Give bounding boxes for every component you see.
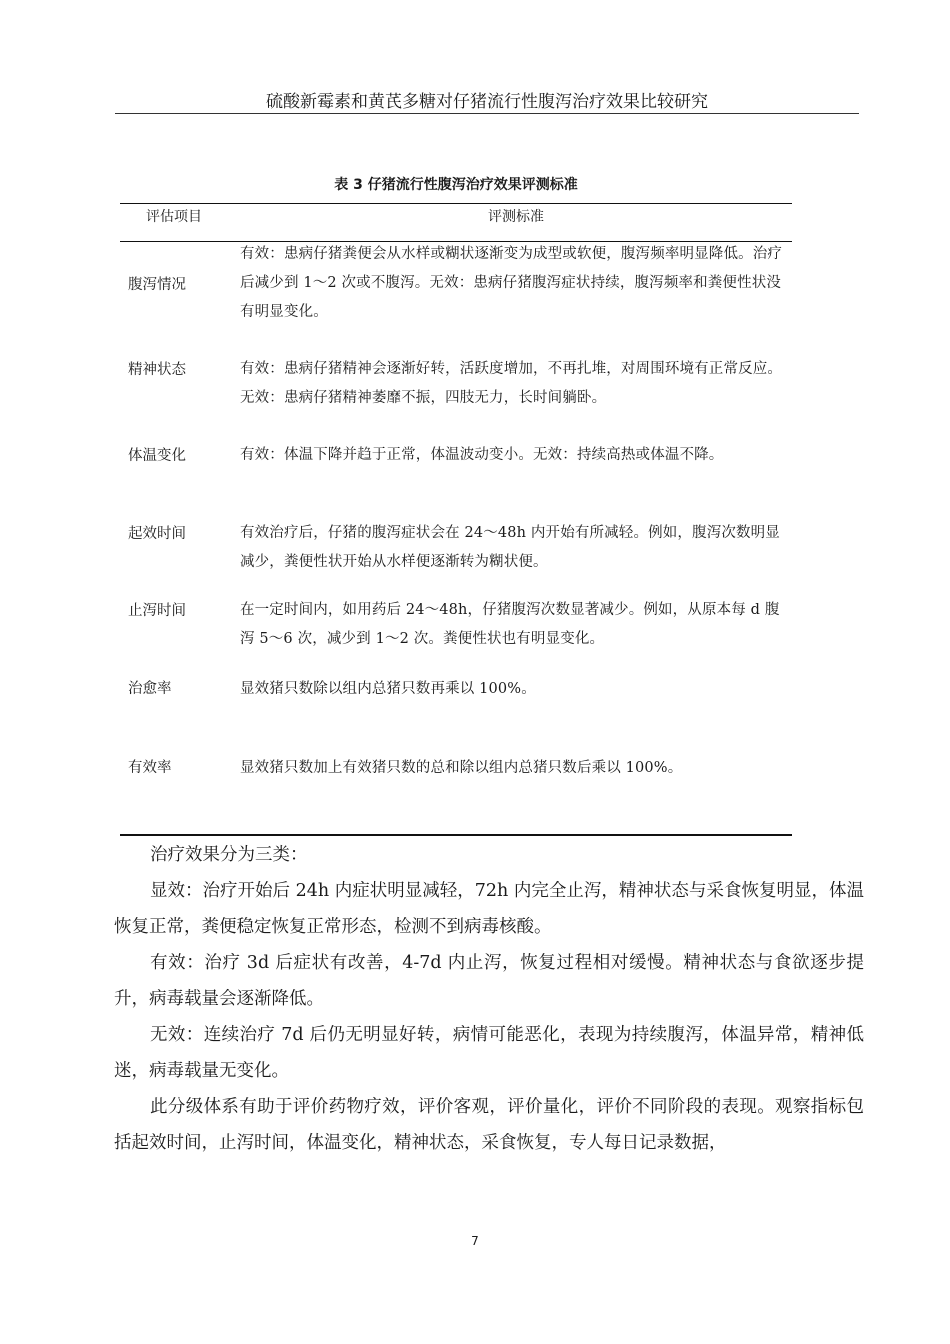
paragraph-effective: 有效：治疗 3d 后症状有改善，4-7d 内止泻，恢复过程相对缓慢。精神状态与食欲逐步提升，病毒载量会逐渐降低。 — [114, 953, 864, 1009]
page-header-title: 硫酸新霉素和黄芪多糖对仔猪流行性腹泻治疗效果比较研究 — [266, 92, 708, 112]
row-label-effective-rate: 有效率 — [128, 760, 172, 776]
paragraph-marked-effect: 显效：治疗开始后 24h 内症状明显减轻，72h 内完全止泻，精神状态与采食恢复明显，体温恢复正常，粪便稳定恢复正常形态，检测不到病毒核酸。 — [114, 881, 864, 937]
row-text-diarrhea-stop-time: 在一定时间内，如用药后 24～48h，仔猪腹泻次数显著减少。例如，从原本每 d 腹泻 5～6 次，减少到 1～2 次。粪便性状也有明显变化。 — [240, 602, 780, 647]
row-text-diarrhea: 有效：患病仔猪粪便会从水样或糊状逐渐变为成型或软便，腹泻频率明显降低。治疗后减少到 1～2 次或不腹泻。无效：患病仔猪腹泻症状持续，腹泻频率和粪便性状没有明显变化。 — [240, 246, 783, 320]
row-label-body-temperature: 体温变化 — [128, 448, 186, 464]
table-top-rule — [120, 203, 792, 204]
paragraph-ineffective: 无效：连续治疗 7d 后仍无明显好转，病情可能恶化，表现为持续腹泻，体温异常，精神低迷，病毒载量无变化。 — [114, 1025, 864, 1081]
row-text-cure-rate: 显效猪只数除以组内总猪只数再乘以 100%。 — [240, 681, 536, 697]
row-label-cure-rate: 治愈率 — [128, 681, 172, 697]
table-bottom-rule — [120, 834, 792, 836]
row-text-onset-time: 有效治疗后，仔猪的腹泻症状会在 24～48h 内开始有所减轻。例如，腹泻次数明显减少，粪便性状开始从水样便逐渐转为糊状便。 — [240, 525, 780, 570]
paragraph-grading-system: 此分级体系有助于评价药物疗效，评价客观，评价量化，评价不同阶段的表现。观察指标包括起效时间，止泻时间，体温变化，精神状态，采食恢复，专人每日记录数据， — [114, 1097, 864, 1153]
row-text-body-temperature: 有效：体温下降并趋于正常，体温波动变小。无效：持续高热或体温不降。 — [240, 447, 724, 463]
body-text — [114, 837, 864, 1161]
row-label-diarrhea: 腹泻情况 — [128, 277, 186, 293]
page-number: 7 — [471, 1234, 479, 1248]
row-text-mental-state: 有效：患病仔猪精神会逐渐好转，活跃度增加，不再扎堆，对周围环境有正常反应。无效：患病仔猪精神萎靡不振，四肢无力，长时间躺卧。 — [240, 361, 783, 406]
column-header-criteria: 评测标准 — [488, 209, 544, 225]
row-label-onset-time: 起效时间 — [128, 526, 186, 542]
header-rule — [115, 113, 859, 114]
row-label-diarrhea-stop-time: 止泻时间 — [128, 603, 186, 619]
row-label-mental-state: 精神状态 — [128, 362, 186, 378]
row-text-effective-rate: 显效猪只数加上有效猪只数的总和除以组内总猪只数后乘以 100%。 — [240, 760, 683, 776]
column-header-item: 评估项目 — [146, 209, 202, 225]
table-caption: 表 3 仔猪流行性腹泻治疗效果评测标准 — [334, 177, 578, 193]
paragraph-categories-intro: 治疗效果分为三类： — [150, 845, 308, 865]
